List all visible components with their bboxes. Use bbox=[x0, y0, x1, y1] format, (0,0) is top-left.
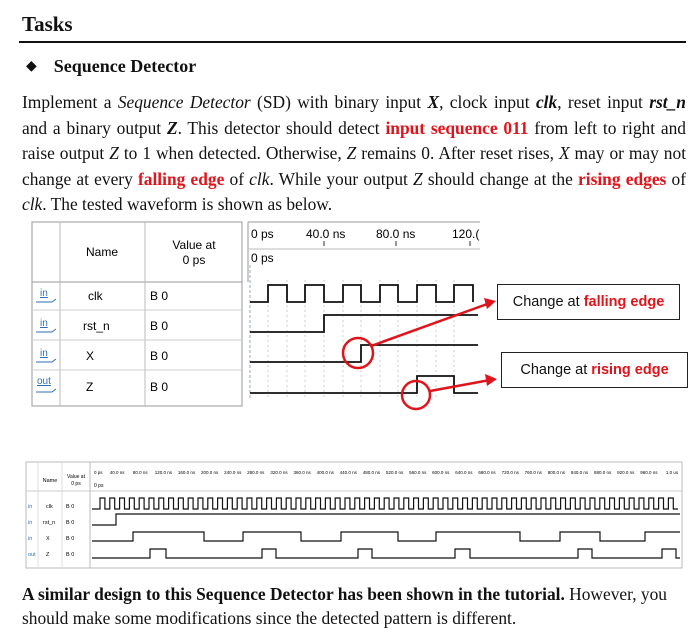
overview-time-label: 400.0 ns bbox=[316, 470, 334, 475]
svg-text:out: out bbox=[28, 552, 36, 558]
overview-time-label: 320.0 ns bbox=[270, 470, 288, 475]
svg-text:Value at: Value at bbox=[67, 474, 85, 480]
overview-time-label: 120.0 ns bbox=[154, 470, 173, 475]
rising-edge-highlight: rising edges bbox=[578, 168, 667, 189]
input-pin-icon: in bbox=[40, 318, 48, 329]
overview-time-label: 960.0 ns bbox=[640, 470, 658, 475]
output-pin-icon: out bbox=[37, 376, 51, 387]
diamond-bullet-icon: ◆ bbox=[26, 59, 37, 74]
overview-time-label: 920.0 ns bbox=[617, 470, 635, 475]
overview-time-label: 40.0 ns bbox=[109, 470, 125, 475]
overview-time-label: 360.0 ns bbox=[293, 470, 311, 475]
input-pin-icon: in bbox=[40, 288, 48, 299]
overview-time-label: 280.0 ns bbox=[247, 470, 265, 475]
svg-text:0 ps: 0 ps bbox=[71, 481, 81, 487]
svg-text:X: X bbox=[46, 536, 50, 542]
svg-text:Z: Z bbox=[86, 380, 94, 394]
svg-text:B 0: B 0 bbox=[150, 319, 169, 333]
rising-edge-callout: Change at rising edge bbox=[501, 352, 688, 388]
overview-time-label: 80.0 ns bbox=[132, 470, 148, 475]
overview-time-label: 0 ps bbox=[94, 470, 103, 475]
overview-time-label: 440.0 ns bbox=[339, 470, 357, 475]
falling-edge-callout: Change at falling edge bbox=[497, 284, 680, 320]
svg-text:clk: clk bbox=[46, 504, 53, 510]
tutorial-note: A similar design to this Sequence Detector has been shown in the tutorial. However, you should make some modifications since the detected pattern is different. bbox=[22, 584, 667, 628]
time-label: 120.( bbox=[452, 227, 480, 241]
svg-text:B 0: B 0 bbox=[150, 289, 169, 303]
svg-text:in: in bbox=[28, 504, 33, 510]
svg-text:B 0: B 0 bbox=[150, 349, 169, 363]
task-paragraph: Implement a Sequence Detector (SD) with binary input X, clock input clk, reset input rst_n and a binary output Z. This detector should detect input sequence 011 from left to right and raise output Z to 1 when detected. Otherwise, Z remains 0. After reset rises, X may or may not change at every falling edge of clk. While your output Z should change at the rising edges of clk. The tested waveform is shown as below. bbox=[22, 92, 687, 214]
time-label: 40.0 ns bbox=[306, 227, 346, 241]
svg-text:rst_n: rst_n bbox=[83, 319, 110, 333]
svg-text:B 0: B 0 bbox=[66, 536, 75, 542]
time-label: 0 ps bbox=[251, 227, 274, 241]
overview-time-label: 240.0 ns bbox=[224, 470, 242, 475]
overview-time-label: 680.0 ns bbox=[478, 470, 496, 475]
svg-text:clk: clk bbox=[88, 289, 103, 303]
svg-text:B 0: B 0 bbox=[66, 552, 75, 558]
svg-text:B 0: B 0 bbox=[150, 380, 169, 394]
page-title: Tasks bbox=[22, 12, 73, 36]
svg-text:B 0: B 0 bbox=[66, 520, 75, 526]
input-pin-icon: in bbox=[40, 348, 48, 359]
svg-text:in: in bbox=[28, 520, 33, 526]
overview-time-label: 1.0 us bbox=[665, 470, 679, 475]
time-label: 80.0 ns bbox=[376, 227, 416, 241]
cursor-time-label: 0 ps bbox=[251, 251, 274, 265]
overview-time-label: 760.0 ns bbox=[524, 470, 542, 475]
detect-sequence-highlight: input sequence 011 bbox=[385, 117, 529, 138]
overview-time-label: 160.0 ns bbox=[177, 470, 196, 475]
svg-text:Z: Z bbox=[46, 552, 50, 558]
overview-time-label: 840.0 ns bbox=[570, 470, 589, 475]
overview-time-label: 720.0 ns bbox=[501, 470, 519, 475]
svg-text:0 ps: 0 ps bbox=[94, 483, 104, 489]
overview-time-label: 600.0 ns bbox=[432, 470, 450, 475]
overview-time-label: 200.0 ns bbox=[200, 470, 219, 475]
value-column-header: Value at bbox=[172, 238, 216, 252]
overview-time-label: 640.0 ns bbox=[455, 470, 473, 475]
svg-text:rst_n: rst_n bbox=[43, 520, 56, 526]
overview-time-label: 520.0 ns bbox=[385, 470, 404, 475]
overview-time-label: 560.0 ns bbox=[409, 470, 427, 475]
value-column-header-time: 0 ps bbox=[182, 253, 206, 267]
name-column-header: Name bbox=[85, 245, 119, 259]
svg-text:Name: Name bbox=[42, 478, 58, 484]
svg-text:B 0: B 0 bbox=[66, 504, 75, 510]
overview-time-label: 480.0 ns bbox=[362, 470, 381, 475]
svg-text:in: in bbox=[28, 536, 33, 542]
section-heading-text: Sequence Detector bbox=[53, 56, 197, 76]
overview-time-label: 800.0 ns bbox=[547, 470, 566, 475]
overview-time-label: 880.0 ns bbox=[593, 470, 612, 475]
falling-edge-highlight: falling edge bbox=[137, 168, 225, 189]
svg-text:X: X bbox=[86, 349, 95, 363]
